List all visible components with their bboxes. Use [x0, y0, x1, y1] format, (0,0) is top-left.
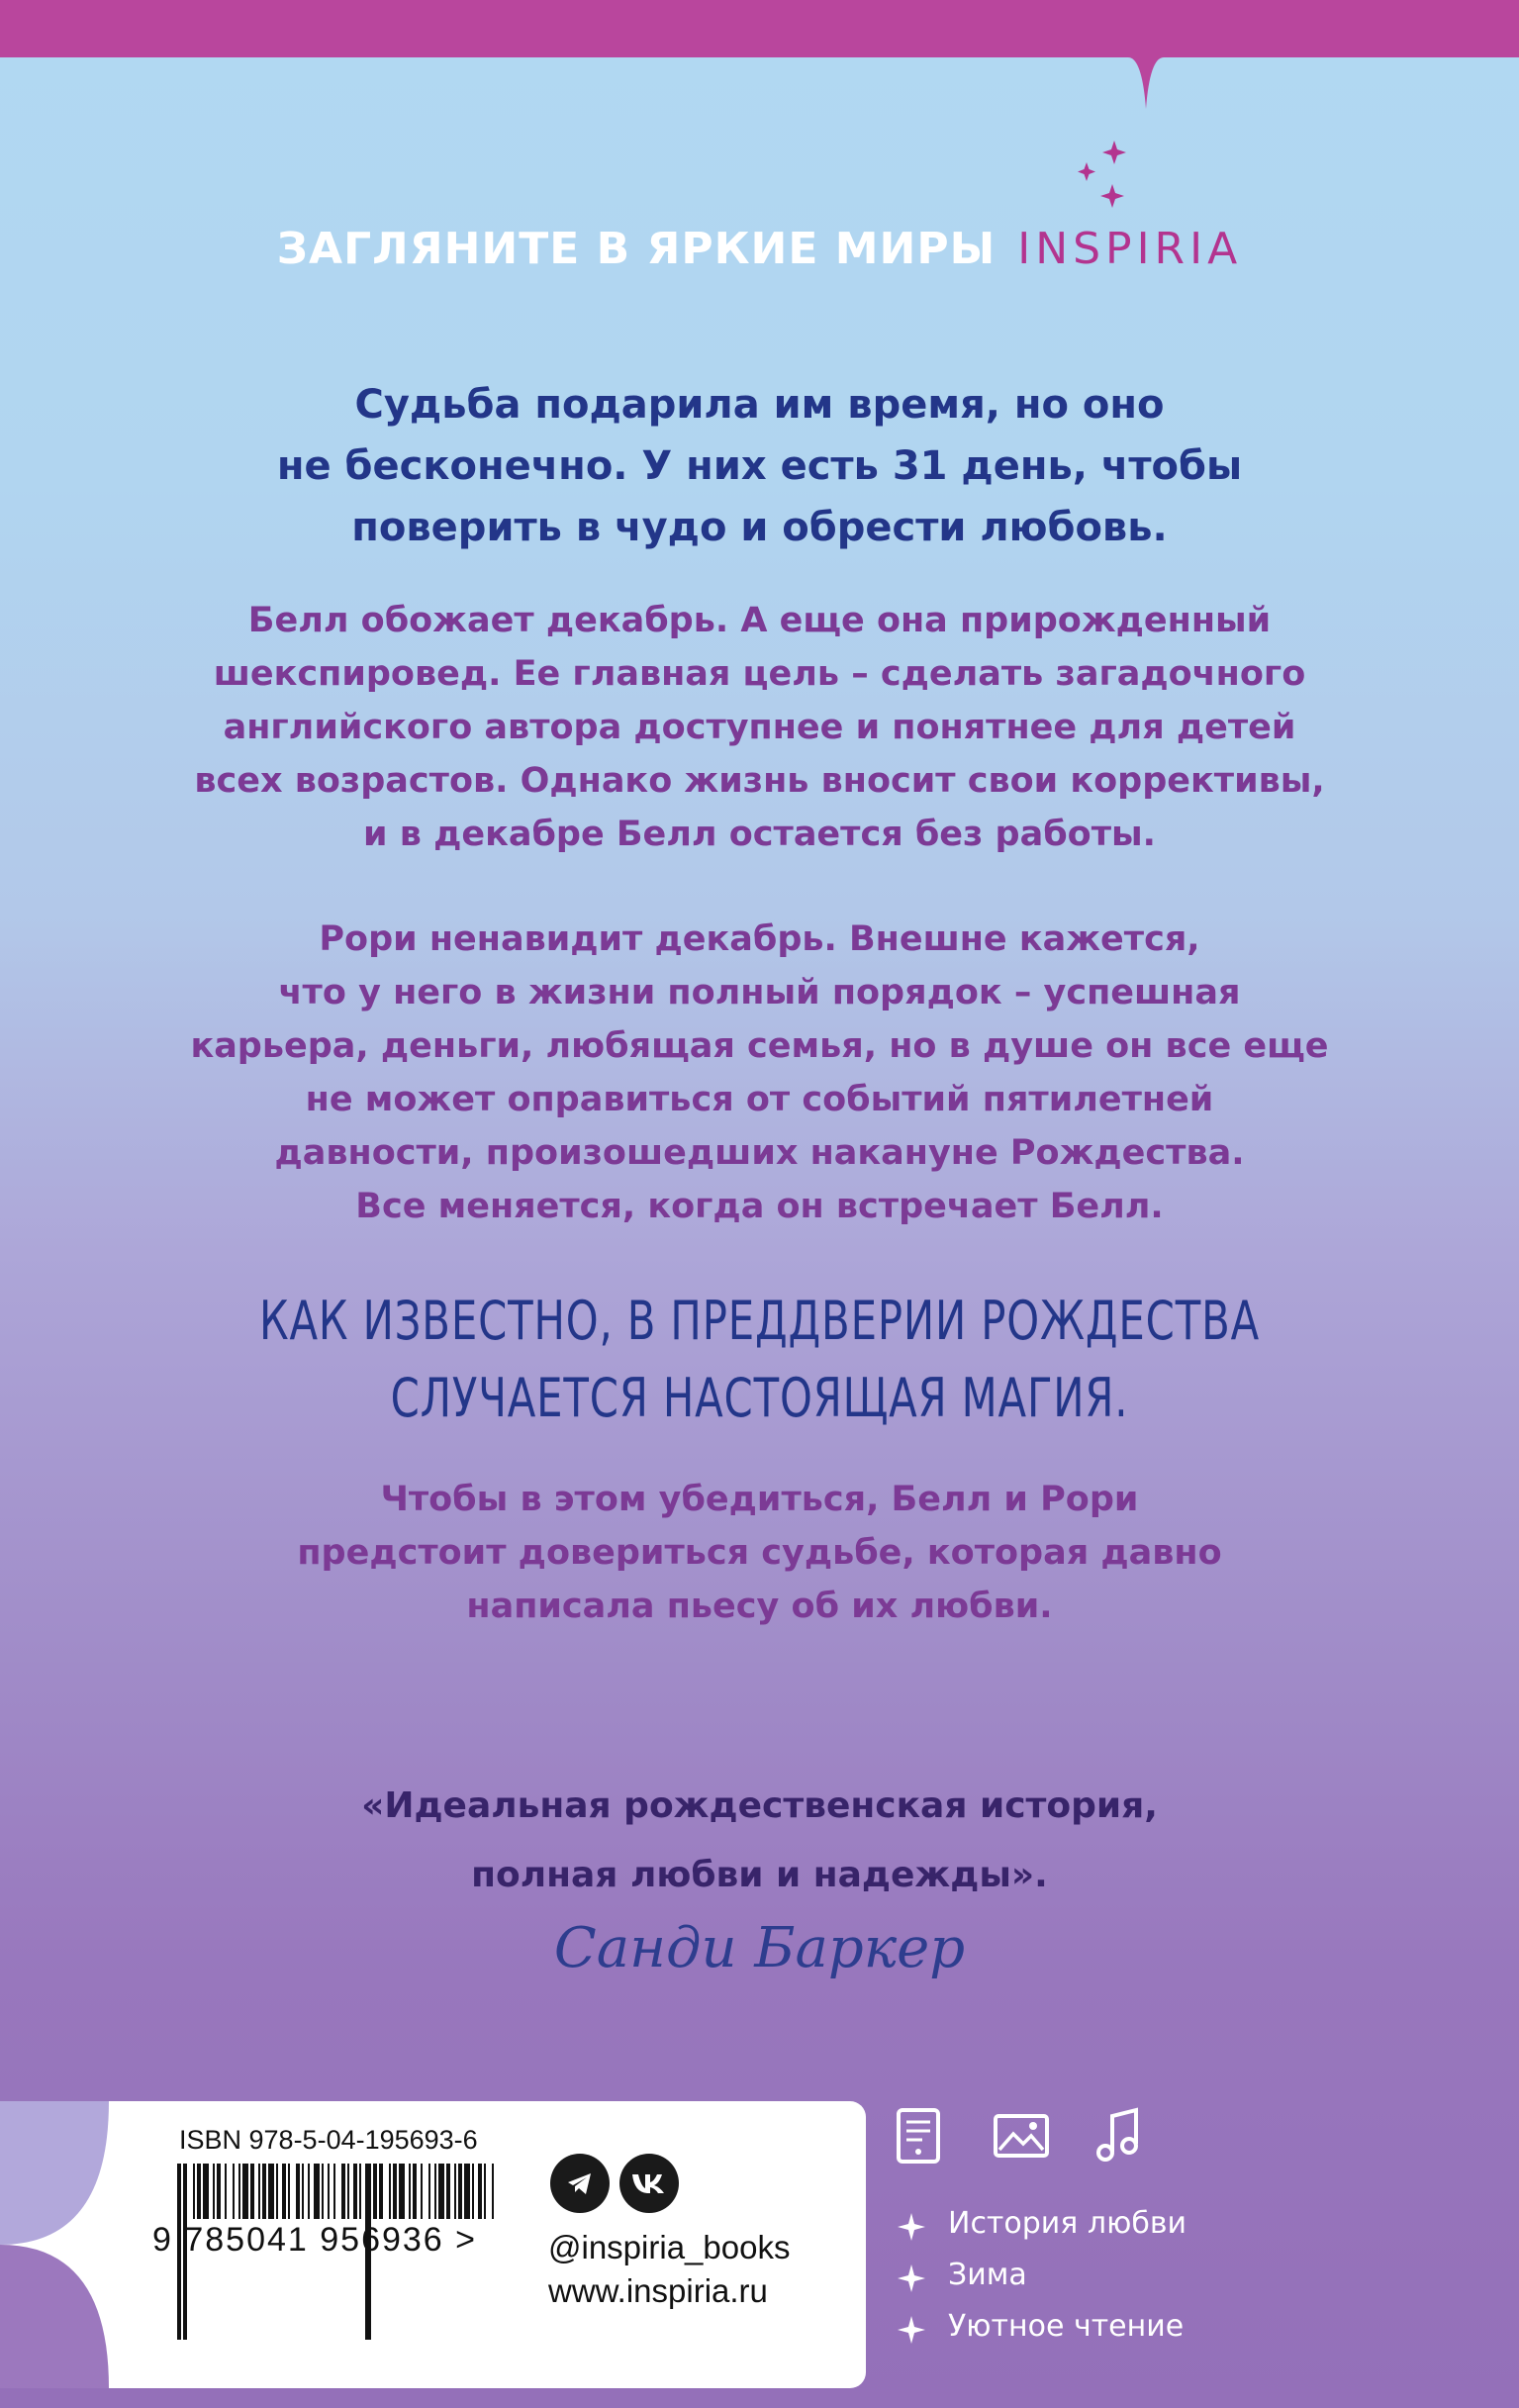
barcode-bar — [233, 2164, 235, 2219]
paragraph-line: английского автора доступнее и понятнее для детей — [223, 708, 1296, 747]
barcode-bar — [373, 2164, 377, 2219]
barcode-bar — [409, 2164, 411, 2219]
barcode-bar — [268, 2164, 274, 2219]
lead-line: Судьба подарила им время, но оно — [354, 382, 1165, 428]
barcode-bar — [399, 2164, 405, 2219]
paragraph-line: что у него в жизни полный порядок – успешная — [278, 973, 1241, 1012]
lead-line: поверить в чудо и обрести любовь. — [351, 505, 1168, 550]
music-icon — [1089, 2104, 1148, 2169]
barcode-bar — [238, 2164, 240, 2219]
barcode-bar — [458, 2164, 462, 2219]
paragraph-line: карьера, деньги, любящая семья, но в душе он все еще — [190, 1026, 1329, 1066]
barcode-bar — [314, 2164, 320, 2219]
review-quote — [0, 1772, 1519, 1910]
paragraph-line: Рори ненавидит декабрь. Внешне кажется, — [319, 919, 1200, 959]
barcode-bar — [421, 2164, 423, 2219]
genre-label: Зима — [948, 2258, 1027, 2292]
paragraph-line: давности, произошедших накануне Рождества. — [274, 1133, 1245, 1173]
top-band — [0, 0, 1519, 57]
paragraph-line: Все меняется, когда он встречает Белл. — [355, 1187, 1164, 1226]
barcode-bar — [472, 2164, 474, 2219]
barcode-bar — [359, 2164, 361, 2219]
barcode-bar — [225, 2164, 227, 2219]
website-link[interactable]: www.inspiria.ru — [548, 2272, 768, 2309]
barcode-bar — [389, 2164, 391, 2219]
barcode-digits: 9 785041 956936 > — [152, 2221, 478, 2259]
telegram-icon[interactable] — [550, 2154, 610, 2213]
barcode-bar — [484, 2164, 486, 2219]
barcode-bar — [464, 2164, 470, 2219]
sparkle-icon — [897, 2264, 926, 2293]
barcode-bar — [258, 2164, 260, 2219]
barcode-bar — [197, 2164, 201, 2219]
barcode-bar — [428, 2164, 430, 2219]
paragraph-rory — [0, 913, 1519, 1233]
series-header — [0, 224, 1519, 274]
paragraph-line: предстоит довериться судьбе, которая давно — [297, 1533, 1222, 1573]
paragraph-fate — [0, 1473, 1519, 1633]
barcode-bar — [203, 2164, 209, 2219]
barcode-bar — [262, 2164, 266, 2219]
genre-label: История любви — [948, 2206, 1187, 2241]
barcode-bar — [341, 2164, 345, 2219]
quote-line: полная любви и надежды». — [471, 1855, 1048, 1895]
tagline-line: СЛУЧАЕТСЯ НАСТОЯЩАЯ МАГИЯ. — [390, 1367, 1129, 1429]
barcode-bar — [454, 2164, 456, 2219]
image-icon — [992, 2104, 1051, 2169]
tagline-line: КАК ИЗВЕСТНО, В ПРЕДДВЕРИИ РОЖДЕСТВА — [258, 1290, 1261, 1352]
barcode-bar — [213, 2164, 215, 2219]
paragraph-line: написала пьесу об их любви. — [466, 1587, 1053, 1626]
paragraph-line: всех возрастов. Однако жизнь вносит свои коррективы, — [194, 761, 1325, 801]
brand-name: INSPIRIA — [1017, 224, 1243, 274]
quote-author: Санди Баркер — [553, 1916, 966, 1980]
barcode-bar — [296, 2164, 300, 2219]
barcode-bar — [393, 2164, 397, 2219]
barcode-bar — [193, 2164, 195, 2219]
panel-notch-shape — [0, 2101, 119, 2388]
barcode-bar — [478, 2164, 482, 2219]
paragraph-line: и в декабре Белл остается без работы. — [363, 815, 1156, 854]
barcode-bar — [328, 2164, 330, 2219]
isbn-number: ISBN 978-5-04-195693-6 — [179, 2125, 478, 2155]
barcode-bar — [288, 2164, 290, 2219]
paragraph-line: не может оправиться от событий пятилетней — [305, 1080, 1214, 1119]
barcode-bar — [333, 2164, 335, 2219]
magic-tagline — [106, 1283, 1412, 1437]
lead-line: не бесконечно. У них есть 31 день, чтобы — [276, 443, 1243, 489]
vk-icon[interactable] — [619, 2154, 679, 2213]
paragraph-line: Чтобы в этом убедиться, Белл и Рори — [380, 1480, 1139, 1519]
barcode-bar — [379, 2164, 383, 2219]
barcode-bar — [353, 2164, 357, 2219]
barcode-bar — [302, 2164, 304, 2219]
barcode-bar — [250, 2164, 254, 2219]
social-handle[interactable]: @inspiria_books — [548, 2229, 791, 2265]
barcode-bar — [217, 2164, 221, 2219]
series-tagline: ЗАГЛЯНИТЕ В ЯРКИЕ МИРЫ — [276, 224, 997, 274]
barcode-bar — [347, 2164, 349, 2219]
sparkle-icon — [897, 2315, 926, 2345]
barcode-bar — [282, 2164, 286, 2219]
barcode-bar — [446, 2164, 450, 2219]
sparkle-icon — [897, 2212, 926, 2242]
barcode-bar — [322, 2164, 324, 2219]
barcode-bar — [242, 2164, 248, 2219]
top-notch-shape — [1067, 0, 1225, 119]
barcode-bar — [308, 2164, 310, 2219]
barcode-bar — [434, 2164, 436, 2219]
quote-line: «Идеальная рождественская история, — [361, 1785, 1158, 1826]
sparkle-stars-icon — [1075, 141, 1134, 220]
genre-label: Уютное чтение — [948, 2309, 1185, 2344]
barcode-bar — [276, 2164, 278, 2219]
ebook-icon — [893, 2104, 952, 2169]
barcode-bar — [492, 2164, 494, 2219]
lead-blurb — [0, 374, 1519, 558]
barcode-bar — [438, 2164, 444, 2219]
barcode-bar — [413, 2164, 417, 2219]
paragraph-line: шекспировед. Ее главная цель – сделать загадочного — [213, 654, 1306, 694]
paragraph-bell — [0, 594, 1519, 861]
paragraph-line: Белл обожает декабрь. А еще она прирожденный — [247, 601, 1272, 640]
